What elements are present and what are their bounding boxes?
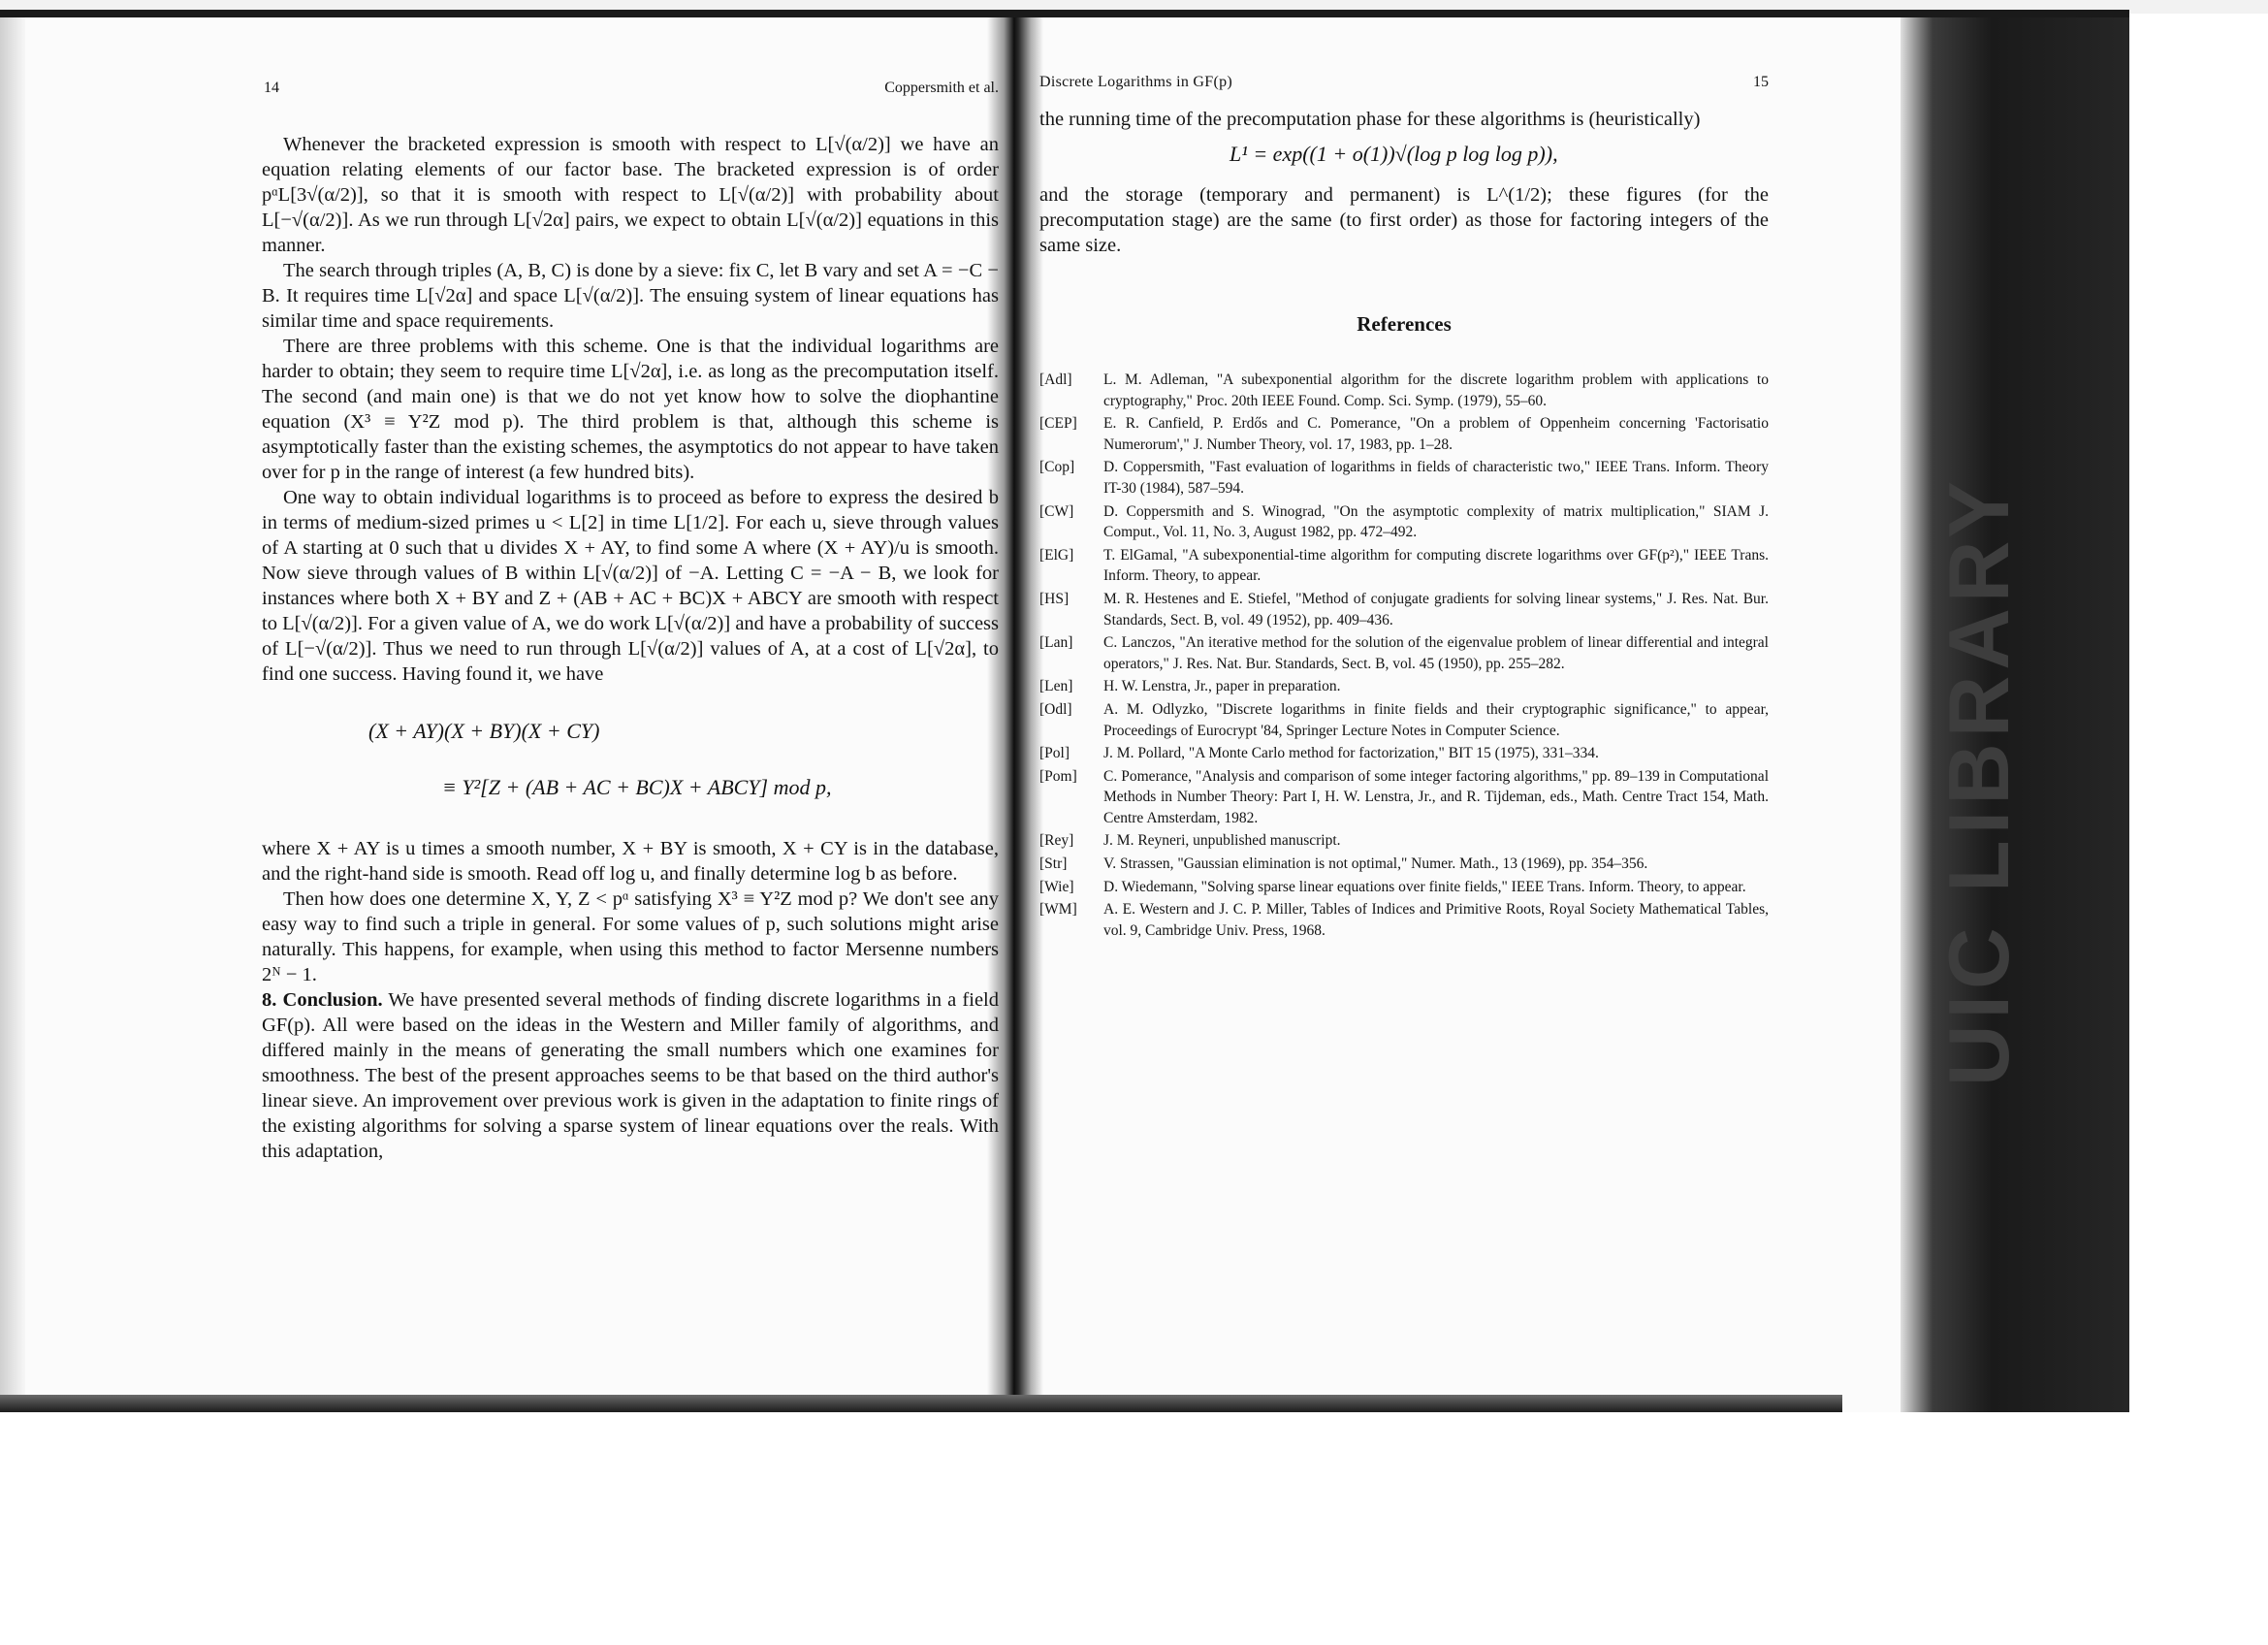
paragraph: One way to obtain individual logarithms is to proceed as before to express the desired b in terms of medium-sized primes u < L[2] in time L[1/2]. For each u, sieve through values of A starting at 0 such that u divides X + AY, to find some A where (X + AY)/u is smooth. Now sieve through values of B within L[√(α/2)] of −A. Letting C = −A − B, we look for instances where both X + BY and Z + (AB + AC + BC)X + ABCY are smooth with respect to L[√(α/2)]. For a given value of A, we do work L[√(α/2)] and have a probability of success of L[−√(α/2)]. Thus we need to run through L[√(α/2)] values of A, at a cost of L[√2α], to find one success. Having found it, we have xyxy=(262,487,999,685)
reference-text: J. M. Reyneri, unpublished manuscript. xyxy=(1103,832,1341,850)
reference-key: [Lan] xyxy=(1039,634,1073,652)
paragraph: the running time of the precomputation phase for these algorithms is (heuristically) xyxy=(1039,109,1701,130)
reference-key: [Len] xyxy=(1039,678,1073,695)
reference-key: [WM] xyxy=(1039,901,1077,919)
paragraph: Whenever the bracketed expression is smooth with respect to L[√(α/2)] we have an equation relating elements of our factor base. The bracketed expression is of order pᵅL[3√(α/2)], so that it is smooth with respect to L[√(α/2)] with probability about L[−√(α/2)]. As we run through L[√2α] pairs, we expect to obtain L[√(α/2)] equations in this manner. xyxy=(262,134,999,256)
reference-key: [Rey] xyxy=(1039,832,1074,850)
paragraph: Then how does one determine X, Y, Z < pᵅ satisfying X³ ≡ Y²Z mod p? We don't see any easy way to find such a triple in general. For some values of p, such solutions might arise naturally. This happens, for example, when using this method to factor Mersenne numbers 2ᴺ − 1. xyxy=(262,888,999,985)
reference-item xyxy=(1039,370,1769,411)
page-number: 15 xyxy=(1753,74,1769,90)
reference-item xyxy=(1039,743,1769,764)
reference-item xyxy=(1039,589,1769,630)
reference-item xyxy=(1039,545,1769,587)
paragraph: and the storage (temporary and permanent) is L^(1/2); these figures (for the precomputation stage) are the same (to first order) as those for factoring integers of the same size. xyxy=(1039,184,1769,256)
library-stamp: UIC LIBRARY xyxy=(1931,475,2027,1086)
display-equation: ≡ Y²[Z + (AB + AC + BC)X + ABCY] mod p, xyxy=(442,775,832,799)
right-page-header xyxy=(1039,68,1769,107)
reference-key: [CW] xyxy=(1039,502,1074,520)
running-head: Coppersmith et al. xyxy=(884,80,999,96)
reference-key: [Pom] xyxy=(1039,767,1077,785)
paragraph: The search through triples (A, B, C) is done by a sieve: fix C, let B vary and set A = −C − B. It requires time L[√2α] and space L[√(α/2)]. The ensuing system of linear equations has similar time and space requirements. xyxy=(262,260,999,332)
page-number: 14 xyxy=(264,80,279,96)
reference-text: D. Coppersmith and S. Winograd, "On the asymptotic complexity of matrix multiplication," SIAM J. Comput., Vol. 11, No. 3, August 1982, pp. 472–492. xyxy=(1103,502,1769,541)
right-page xyxy=(1039,68,1769,943)
reference-key: [Str] xyxy=(1039,855,1068,873)
page-edge-left xyxy=(0,17,25,1414)
reference-item xyxy=(1039,632,1769,674)
reference-text: H. W. Lenstra, Jr., paper in preparation. xyxy=(1103,678,1341,695)
reference-item xyxy=(1039,699,1769,741)
reference-text: J. M. Pollard, "A Monte Carlo method for factorization," BIT 15 (1975), 331–334. xyxy=(1103,745,1599,762)
reference-text: D. Coppersmith, "Fast evaluation of logarithms in fields of characteristic two," IEEE Trans. Inform. Theory IT-30 (1984), 587–594. xyxy=(1103,459,1769,497)
reference-item xyxy=(1039,899,1769,941)
reference-text: A. M. Odlyzko, "Discrete logarithms in finite fields and their cryptographic significance," to appear, Proceedings of Eurocrypt '84, Springer Lecture Notes in Computer Science. xyxy=(1103,700,1769,739)
reference-key: [Wie] xyxy=(1039,878,1074,895)
reference-item xyxy=(1039,501,1769,543)
reference-key: [Adl] xyxy=(1039,371,1072,388)
reference-key: [ElG] xyxy=(1039,546,1074,564)
reference-item xyxy=(1039,676,1769,697)
reference-text: E. R. Canfield, P. Erdős and C. Pomerance, "On a problem of Oppenheim concerning 'Factorisatio Numerorum'," J. Number Theory, vol. 17, 1983, pp. 1–28. xyxy=(1103,415,1769,453)
references-heading: References xyxy=(1357,312,1452,336)
reference-item xyxy=(1039,877,1769,898)
reference-item xyxy=(1039,854,1769,875)
reference-text: D. Wiedemann, "Solving sparse linear equations over finite fields," IEEE Trans. Inform. Theory, to appear. xyxy=(1103,878,1746,895)
display-equation: L¹ = exp((1 + o(1))√(log p log log p)), xyxy=(1230,142,1558,166)
running-head: Discrete Logarithms in GF(p) xyxy=(1039,74,1233,90)
reference-text: V. Strassen, "Gaussian elimination is not optimal," Numer. Math., 13 (1969), pp. 354–356. xyxy=(1103,855,1648,873)
bottom-edge-shadow xyxy=(0,1395,1842,1412)
section-text: We have presented several methods of finding discrete logarithms in a field GF(p). All were based on the ideas in the Western and Miller family of algorithms, and differed mainly in the means of generating the small numbers which one examines for smoothness. The best of the present approaches seems to be that based on the third author's linear sieve. An improvement over previous work is given in the adaptation to finite rings of the existing algorithms for solving a sparse system of linear equations over the reals. With this adaptation, xyxy=(262,989,999,1162)
reference-key: [Odl] xyxy=(1039,700,1072,718)
section-heading: 8. Conclusion. xyxy=(262,989,383,1011)
reference-key: [HS] xyxy=(1039,590,1070,607)
display-equation: (X + AY)(X + BY)(X + CY) xyxy=(368,719,600,743)
scan-blank-area xyxy=(0,1412,2268,1645)
reference-text: C. Pomerance, "Analysis and comparison of some integer factoring algorithms," pp. 89–139 in Computational Methods in Number Theory: Part I, H. W. Lenstra, Jr., and R. Tijdeman, eds., Math. Centre Tract 154, Math. Centre Amsterdam, 1982. xyxy=(1103,767,1769,826)
reference-item xyxy=(1039,413,1769,455)
left-page xyxy=(262,68,999,1164)
reference-text: T. ElGamal, "A subexponential-time algorithm for computing discrete logarithms over GF(p²)," IEEE Trans. Inform. Theory, to appear. xyxy=(1103,546,1769,585)
reference-key: [CEP] xyxy=(1039,415,1077,433)
reference-text: A. E. Western and J. C. P. Miller, Tables of Indices and Primitive Roots, Royal Society Mathematical Tables, vol. 9, Cambridge Univ. Press, 1968. xyxy=(1103,901,1769,939)
reference-item xyxy=(1039,457,1769,499)
reference-text: C. Lanczos, "An iterative method for the solution of the eigenvalue problem of linear differential and integral operators," J. Res. Nat. Bur. Standards, Sect. B, vol. 45 (1950), pp. 255–282. xyxy=(1103,634,1769,672)
paragraph: where X + AY is u times a smooth number, X + BY is smooth, X + CY is in the database, and the right-hand side is smooth. Read off log u, and finally determine log b as before. xyxy=(262,838,999,885)
reference-list xyxy=(1039,370,1769,941)
conclusion-section xyxy=(262,987,999,1164)
reference-item xyxy=(1039,830,1769,852)
reference-key: [Cop] xyxy=(1039,459,1075,476)
left-page-header xyxy=(262,68,999,107)
reference-text: L. M. Adleman, "A subexponential algorithm for the discrete logarithm problem with applications to cryptography," Proc. 20th IEEE Found. Comp. Sci. Symp. (1979), 55–60. xyxy=(1103,371,1769,409)
reference-text: M. R. Hestenes and E. Stiefel, "Method of conjugate gradients for solving linear systems," J. Res. Nat. Bur. Standards, Sect. B, vol. 49 (1952), pp. 409–436. xyxy=(1103,590,1769,629)
paragraph: There are three problems with this scheme. One is that the individual logarithms are harder to obtain; they seem to require time L[√2α], i.e. as long as the precomputation itself. The second (and main one) is that we do not yet know how to solve the diophantine equation (X³ ≡ Y²Z mod p). The third problem is that, although this scheme is asymptotically faster than the existing schemes, the asymptotics do not appear to have taken over for p in the range of interest (a few hundred bits). xyxy=(262,336,999,483)
reference-key: [Pol] xyxy=(1039,745,1070,762)
reference-item xyxy=(1039,766,1769,829)
